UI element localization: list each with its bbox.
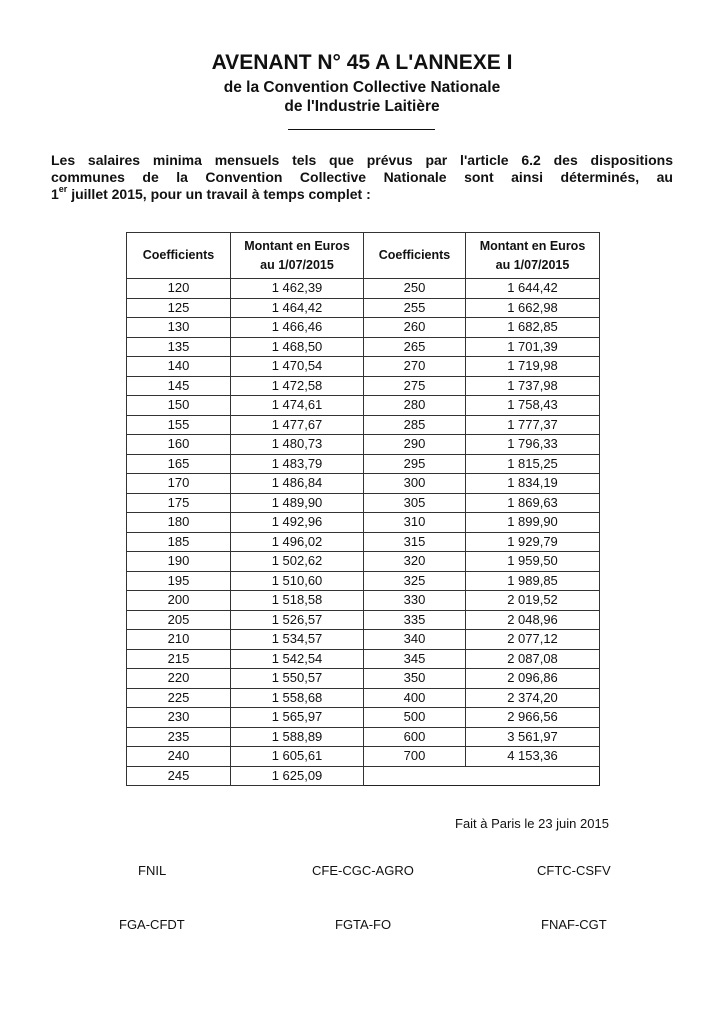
document-title: AVENANT N° 45 A L'ANNEXE I xyxy=(211,51,513,74)
coefficient-cell: 285 xyxy=(364,415,466,435)
empty-cell xyxy=(364,766,466,786)
table-row xyxy=(127,376,600,396)
amount-cell: 1 758,43 xyxy=(466,396,600,416)
amount-cell: 1 682,85 xyxy=(466,318,600,338)
amount-cell: 2 048,96 xyxy=(466,610,600,630)
intro-line-3 xyxy=(51,186,673,203)
signatory: CFTC-CSFV xyxy=(537,863,611,878)
coefficient-cell: 270 xyxy=(364,357,466,377)
amount-cell: 1 496,02 xyxy=(231,532,364,552)
coefficient-cell: 295 xyxy=(364,454,466,474)
amount-cell: 3 561,97 xyxy=(466,727,600,747)
amount-cell: 1 483,79 xyxy=(231,454,364,474)
coefficient-cell: 275 xyxy=(364,376,466,396)
coefficient-cell: 195 xyxy=(127,571,231,591)
amount-cell: 2 019,52 xyxy=(466,591,600,611)
document-subtitle-line1: de la Convention Collective Nationale xyxy=(223,79,501,96)
header-amount-line2: au 1/07/2015 xyxy=(495,257,570,272)
intro-line-2: communes de la Convention Collective Nationale sont ainsi déterminés, au xyxy=(51,169,673,185)
coefficient-cell: 170 xyxy=(127,474,231,494)
table-body xyxy=(127,279,600,786)
table-row xyxy=(127,766,600,786)
coefficient-cell: 305 xyxy=(364,493,466,513)
amount-cell: 1 492,96 xyxy=(231,513,364,533)
coefficient-cell: 240 xyxy=(127,747,231,767)
amount-cell: 1 462,39 xyxy=(231,279,364,299)
amount-cell: 1 468,50 xyxy=(231,337,364,357)
header-amount-line1: Montant en Euros xyxy=(244,238,350,253)
amount-cell: 2 077,12 xyxy=(466,630,600,650)
coefficient-cell: 400 xyxy=(364,688,466,708)
signatory: FNAF-CGT xyxy=(541,917,607,932)
coefficient-cell: 500 xyxy=(364,708,466,728)
header-amount-left xyxy=(231,233,364,279)
amount-cell: 1 644,42 xyxy=(466,279,600,299)
amount-cell: 1 502,62 xyxy=(231,552,364,572)
place-date: Fait à Paris le 23 juin 2015 xyxy=(455,816,609,831)
amount-cell: 1 834,19 xyxy=(466,474,600,494)
coefficient-cell: 330 xyxy=(364,591,466,611)
amount-cell: 1 480,73 xyxy=(231,435,364,455)
coefficient-cell: 205 xyxy=(127,610,231,630)
coefficient-cell: 245 xyxy=(127,766,231,786)
intro-line-3-text: juillet 2015, pour un travail à temps complet : xyxy=(67,186,371,202)
signatory: FGTA-FO xyxy=(335,917,392,932)
amount-cell: 1 518,58 xyxy=(231,591,364,611)
table-row xyxy=(127,630,600,650)
coefficient-cell: 310 xyxy=(364,513,466,533)
coefficient-cell: 255 xyxy=(364,298,466,318)
empty-cell xyxy=(466,766,600,786)
table-row xyxy=(127,513,600,533)
coefficient-cell: 600 xyxy=(364,727,466,747)
amount-cell: 1 737,98 xyxy=(466,376,600,396)
coefficient-cell: 135 xyxy=(127,337,231,357)
coefficient-cell: 125 xyxy=(127,298,231,318)
table-row xyxy=(127,727,600,747)
table-row xyxy=(127,493,600,513)
header-coefficients-left: Coefficients xyxy=(127,233,231,279)
coefficient-cell: 215 xyxy=(127,649,231,669)
salary-table xyxy=(126,232,600,786)
document-subtitle-line2: de l'Industrie Laitière xyxy=(284,98,440,115)
table-row xyxy=(127,747,600,767)
table-row xyxy=(127,318,600,338)
intro-ordinal-suffix: er xyxy=(58,184,68,195)
coefficient-cell: 340 xyxy=(364,630,466,650)
coefficient-cell: 165 xyxy=(127,454,231,474)
amount-cell: 1 565,97 xyxy=(231,708,364,728)
amount-cell: 1 510,60 xyxy=(231,571,364,591)
amount-cell: 1 558,68 xyxy=(231,688,364,708)
intro-line-1: Les salaires minima mensuels tels que prévus par l'article 6.2 des dispositions xyxy=(51,152,673,168)
table-row xyxy=(127,649,600,669)
header-amount-right xyxy=(466,233,600,279)
amount-cell: 1 526,57 xyxy=(231,610,364,630)
table-row xyxy=(127,435,600,455)
amount-cell: 1 605,61 xyxy=(231,747,364,767)
coefficient-cell: 290 xyxy=(364,435,466,455)
table-row xyxy=(127,688,600,708)
coefficient-cell: 325 xyxy=(364,571,466,591)
amount-cell: 1 701,39 xyxy=(466,337,600,357)
coefficient-cell: 180 xyxy=(127,513,231,533)
coefficient-cell: 190 xyxy=(127,552,231,572)
amount-cell: 1 899,90 xyxy=(466,513,600,533)
amount-cell: 1 815,25 xyxy=(466,454,600,474)
table-row xyxy=(127,474,600,494)
coefficient-cell: 350 xyxy=(364,669,466,689)
coefficient-cell: 155 xyxy=(127,415,231,435)
coefficient-cell: 335 xyxy=(364,610,466,630)
coefficient-cell: 700 xyxy=(364,747,466,767)
table-row xyxy=(127,669,600,689)
amount-cell: 2 966,56 xyxy=(466,708,600,728)
amount-cell: 1 489,90 xyxy=(231,493,364,513)
coefficient-cell: 220 xyxy=(127,669,231,689)
amount-cell: 1 796,33 xyxy=(466,435,600,455)
coefficient-cell: 175 xyxy=(127,493,231,513)
coefficient-cell: 150 xyxy=(127,396,231,416)
coefficient-cell: 185 xyxy=(127,532,231,552)
coefficient-cell: 120 xyxy=(127,279,231,299)
amount-cell: 1 466,46 xyxy=(231,318,364,338)
amount-cell: 2 096,86 xyxy=(466,669,600,689)
amount-cell: 1 542,54 xyxy=(231,649,364,669)
table-row xyxy=(127,396,600,416)
amount-cell: 1 474,61 xyxy=(231,396,364,416)
header-amount-line2: au 1/07/2015 xyxy=(260,257,334,272)
table-row xyxy=(127,571,600,591)
amount-cell: 1 588,89 xyxy=(231,727,364,747)
coefficient-cell: 345 xyxy=(364,649,466,669)
coefficient-cell: 230 xyxy=(127,708,231,728)
coefficient-cell: 200 xyxy=(127,591,231,611)
signatory: CFE-CGC-AGRO xyxy=(312,863,414,878)
signatory: FNIL xyxy=(138,863,167,878)
title-divider xyxy=(288,129,435,130)
table-row xyxy=(127,298,600,318)
amount-cell: 1 662,98 xyxy=(466,298,600,318)
table-row xyxy=(127,337,600,357)
amount-cell: 1 625,09 xyxy=(231,766,364,786)
amount-cell: 4 153,36 xyxy=(466,747,600,767)
table-row xyxy=(127,708,600,728)
coefficient-cell: 300 xyxy=(364,474,466,494)
amount-cell: 1 470,54 xyxy=(231,357,364,377)
amount-cell: 1 472,58 xyxy=(231,376,364,396)
intro-ordinal: 1 xyxy=(51,186,59,202)
table-row xyxy=(127,552,600,572)
table-row xyxy=(127,454,600,474)
table-row xyxy=(127,610,600,630)
coefficient-cell: 160 xyxy=(127,435,231,455)
table-row xyxy=(127,532,600,552)
amount-cell: 2 087,08 xyxy=(466,649,600,669)
coefficient-cell: 250 xyxy=(364,279,466,299)
intro-paragraph xyxy=(51,152,673,203)
amount-cell: 1 989,85 xyxy=(466,571,600,591)
table-row xyxy=(127,415,600,435)
coefficient-cell: 210 xyxy=(127,630,231,650)
amount-cell: 1 719,98 xyxy=(466,357,600,377)
coefficient-cell: 235 xyxy=(127,727,231,747)
coefficient-cell: 260 xyxy=(364,318,466,338)
amount-cell: 1 929,79 xyxy=(466,532,600,552)
table-row xyxy=(127,357,600,377)
table-row xyxy=(127,591,600,611)
header-coefficients-right: Coefficients xyxy=(364,233,466,279)
coefficient-cell: 265 xyxy=(364,337,466,357)
amount-cell: 1 486,84 xyxy=(231,474,364,494)
coefficient-cell: 130 xyxy=(127,318,231,338)
coefficient-cell: 140 xyxy=(127,357,231,377)
header-amount-line1: Montant en Euros xyxy=(479,238,586,253)
amount-cell: 1 477,67 xyxy=(231,415,364,435)
coefficient-cell: 315 xyxy=(364,532,466,552)
coefficient-cell: 145 xyxy=(127,376,231,396)
coefficient-cell: 280 xyxy=(364,396,466,416)
amount-cell: 1 534,57 xyxy=(231,630,364,650)
amount-cell: 1 464,42 xyxy=(231,298,364,318)
amount-cell: 2 374,20 xyxy=(466,688,600,708)
amount-cell: 1 869,63 xyxy=(466,493,600,513)
coefficient-cell: 225 xyxy=(127,688,231,708)
table-header-row xyxy=(127,233,600,279)
amount-cell: 1 777,37 xyxy=(466,415,600,435)
amount-cell: 1 959,50 xyxy=(466,552,600,572)
amount-cell: 1 550,57 xyxy=(231,669,364,689)
signatory: FGA-CFDT xyxy=(119,917,185,932)
coefficient-cell: 320 xyxy=(364,552,466,572)
table-row xyxy=(127,279,600,299)
